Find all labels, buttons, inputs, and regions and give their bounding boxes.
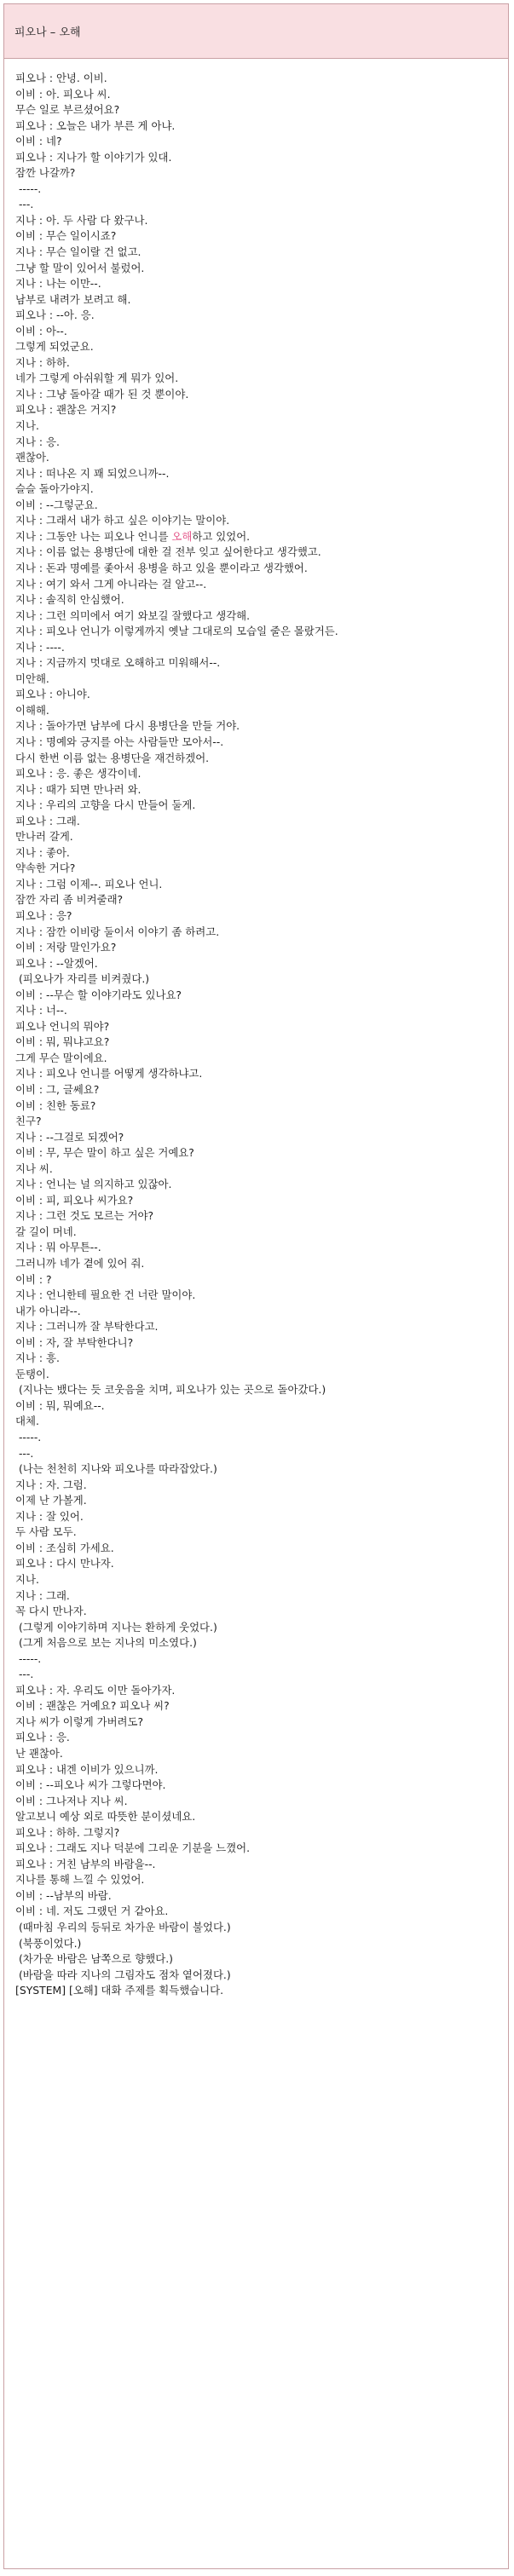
dialogue-line: 이비 : ? — [15, 1272, 52, 1286]
dialogue-line: 다시 한번 이름 없는 용병단을 재건하겠어. — [15, 751, 210, 764]
dialogue-body — [4, 59, 508, 1999]
dialogue-line: 지나 : 이름 없는 용병단에 대한 걸 전부 잊고 싶어한다고 생각했고. — [15, 545, 321, 559]
dialogue-line: ---. — [15, 1446, 34, 1460]
dialogue-line: 피오나 : 아니야. — [15, 688, 90, 701]
dialogue-line: 이비 : --남부의 바람. — [15, 1888, 112, 1902]
dialogue-line: 이비 : 피, 피오나 씨가요? — [15, 1193, 134, 1207]
dialogue-line: (그게 처음으로 보는 지나의 미소였다.) — [15, 1636, 197, 1650]
dialogue-line: 이비 : 무슨 일이시죠? — [15, 229, 117, 243]
dialogue-line: 지나 : 잘 있어. — [15, 1509, 84, 1523]
dialogue-line: 약속한 거다? — [15, 862, 76, 875]
dialogue-line: -----. — [15, 182, 42, 195]
dialogue-line: 지나 : 때가 되면 만나러 와. — [15, 782, 141, 796]
dialogue-line: 이비 : --피오나 씨가 그렇다면야. — [15, 1778, 166, 1792]
dialogue-line: 내가 아니라--. — [15, 1304, 81, 1317]
dialogue-line: (그렇게 이야기하며 지나는 환하게 웃었다.) — [15, 1620, 217, 1634]
dialogue-line: 지나 : 그런 의미에서 여기 와보길 잘했다고 생각해. — [15, 608, 251, 622]
dialogue-line: 무슨 일로 부르셨어요? — [15, 103, 120, 117]
dialogue-line: 그게 무슨 말이에요. — [15, 1051, 107, 1064]
dialogue-line: 갈 길이 머네. — [15, 1225, 77, 1238]
dialogue-line: 피오나 : 내겐 이비가 있으니까. — [15, 1762, 159, 1776]
dialogue-line: 피오나 : 거친 남부의 바람을--. — [15, 1857, 156, 1870]
dialogue-line: 이비 : 친한 동료? — [15, 1098, 96, 1112]
dialogue-line: 피오나 : 자. 우리도 이만 돌아가자. — [15, 1683, 176, 1697]
dialogue-line: 이비 : 뭐, 뭐냐고요? — [15, 1035, 110, 1049]
dialogue-line: ---. — [15, 198, 34, 211]
dialogue-line: 이비 : 무, 무슨 말이 하고 싶은 거예요? — [15, 1146, 194, 1160]
dialogue-line: 지나 : 돈과 명예를 좇아서 용병을 하고 있을 뿐이라고 생각했어. — [15, 561, 308, 574]
dialogue-line: ---. — [15, 1668, 34, 1681]
dialogue-line: 지나 : 피오나 언니를 어떻게 생각하냐고. — [15, 1067, 203, 1081]
dialogue-line: 이해해. — [15, 703, 49, 717]
dialogue-line: 둔탱이. — [15, 1367, 49, 1380]
dialogue-line: 지나 : 그럼 이제--. 피오나 언니. — [15, 877, 163, 890]
dialogue-panel — [3, 3, 509, 2569]
dialogue-line: 지나 : 언니한테 필요한 건 너란 말이야. — [15, 1288, 196, 1302]
dialogue-line: 지나 : 아. 두 사람 다 왔구나. — [15, 213, 148, 227]
dialogue-line: 피오나 : 응. — [15, 1731, 70, 1744]
dialogue-line: 피오나 : 안녕. 이비. — [15, 72, 107, 84]
dialogue-line: 잠깐 자리 좀 비켜줄래? — [15, 893, 124, 907]
dialogue-line: 이비 : 그나저나 지나 씨. — [15, 1794, 128, 1807]
dialogue-line: 친구? — [15, 1115, 42, 1128]
dialogue-line: 지나 : 무슨 일이랄 건 없고. — [15, 245, 141, 259]
dialogue-line: 지나 : 그냥 돌아갈 때가 된 것 뿐이야. — [15, 387, 189, 401]
dialogue-line: 이비 : 그, 글쎄요? — [15, 1083, 100, 1096]
dialogue-line: 지나 : ----. — [15, 640, 65, 654]
dialogue-line: 이비 : 조심히 가세요. — [15, 1541, 114, 1554]
dialogue-line: 잠깐 나갈까? — [15, 166, 76, 180]
dialogue-line: 이비 : --그렇군요. — [15, 498, 98, 511]
dialogue-line: 이비 : 저랑 말인가요? — [15, 941, 117, 954]
dialogue-line: 피오나 언니의 뭐야? — [15, 1019, 110, 1033]
dialogue-line: 피오나 : 응? — [15, 908, 72, 922]
dialogue-line: 지나 : 잠깐 이비랑 둘이서 이야기 좀 하려고. — [15, 925, 220, 938]
dialogue-line: 피오나 : 오늘은 내가 부른 게 아냐. — [15, 118, 176, 132]
dialogue-line: 남부로 내려가 보려고 해. — [15, 292, 131, 306]
dialogue-line: 지나 : 여기 와서 그게 아니라는 걸 알고--. — [15, 577, 207, 591]
dialogue-line: 피오나 : 그래. — [15, 814, 80, 827]
dialogue-line: 지나 : 솔직히 안심했어. — [15, 593, 124, 607]
dialogue-line: 지나 : 하하. — [15, 355, 70, 369]
dialogue-line: 지나 : 뭐 아무튼--. — [15, 1241, 101, 1254]
dialogue-line: 지나 : 그런 것도 모르는 거야? — [15, 1209, 154, 1223]
dialogue-line: 피오나 : 하하. 그렇지? — [15, 1825, 120, 1839]
dialogue-line: 이비 : 네? — [15, 135, 62, 148]
dialogue-line: 이비 : --무슨 할 이야기라도 있나요? — [15, 988, 182, 1001]
dialogue-line: 지나 씨. — [15, 1161, 53, 1175]
dialogue-line: 지나. — [15, 419, 39, 433]
dialogue-line: 지나 : 지금까지 멋대로 오해하고 미워해서--. — [15, 656, 221, 670]
dialogue-line: 지나 : 응. — [15, 435, 60, 448]
dialogue-line: 이비 : 네. 저도 그랬던 거 같아요. — [15, 1905, 169, 1918]
dialogue-title: 피오나 – 오해 — [14, 26, 81, 39]
dialogue-line: [SYSTEM] [오해] 대화 주제를 획득했습니다. — [15, 1984, 224, 1997]
dialogue-line: 그냥 할 말이 있어서 불렀어. — [15, 261, 145, 274]
dialogue-line: 피오나 : --아. 응. — [15, 308, 95, 322]
dialogue-line: (지나는 뱄다는 듯 코웃음을 치며, 피오나가 있는 곳으로 돌아갔다.) — [15, 1383, 326, 1397]
dialogue-line: 대체. — [15, 1415, 39, 1428]
dialogue-line: 지나. — [15, 1572, 39, 1586]
dialogue-line: 두 사람 모두. — [15, 1525, 77, 1539]
dialogue-line: 지나를 통해 느낄 수 있었어. — [15, 1873, 145, 1887]
dialogue-line: 이비 : 아. 피오나 씨. — [15, 87, 111, 101]
dialogue-line: 지나 : 그러니까 잘 부탁한다고. — [15, 1320, 159, 1334]
dialogue-line: (차가운 바람은 남쪽으로 향했다.) — [15, 1952, 173, 1966]
dialogue-line: 피오나 : 응. 좋은 생각이네. — [15, 767, 141, 781]
dialogue-line: 피오나 : 괜찮은 거지? — [15, 403, 117, 417]
dialogue-line: 지나 씨가 이렇게 가버려도? — [15, 1714, 144, 1728]
dialogue-line: 미안해. — [15, 671, 49, 685]
dialogue-line: 지나 : 좋아. — [15, 845, 70, 859]
dialogue-line: 지나 : 돌아가면 남부에 다시 용병단을 만들 거야. — [15, 719, 240, 733]
dialogue-line: 지나 : 자. 그럼. — [15, 1478, 87, 1491]
dialogue-line: 지나 : --그걸로 되겠어? — [15, 1130, 124, 1144]
dialogue-line: 이제 난 가볼게. — [15, 1494, 87, 1507]
dialogue-line: -----. — [15, 1651, 42, 1665]
dialogue-line: 이비 : 자, 잘 부탁한다니? — [15, 1335, 134, 1349]
dialogue-line: 괜찮아. — [15, 451, 49, 464]
dialogue-line: 지나 : 우리의 고향을 다시 만들어 둘게. — [15, 798, 196, 812]
dialogue-line: 피오나 : 지나가 할 이야기가 있대. — [15, 150, 172, 164]
dialogue-line: (바람을 따라 지나의 그림자도 점차 옅어졌다.) — [15, 1968, 231, 1981]
dialogue-line: 이비 : 아--. — [15, 324, 67, 337]
dialogue-line: 지나 : 피오나 언니가 이렇게까지 옛날 그대로의 모습일 줄은 몰랐거든. — [15, 625, 338, 638]
dialogue-line: 만나러 갈게. — [15, 830, 73, 844]
dialogue-line: 지나 : 그래. — [15, 1588, 70, 1602]
dialogue-line: 지나 : 떠나온 지 꽤 되었으니까--. — [15, 466, 170, 480]
dialogue-line: 이비 : 뭐, 뭐예요--. — [15, 1398, 105, 1412]
dialogue-line: 알고보니 예상 외로 따뜻한 분이셨네요. — [15, 1810, 196, 1824]
dialogue-line: 피오나 : 그래도 지나 덕분에 그리운 기분을 느꼈어. — [15, 1841, 251, 1855]
highlighted-keyword: 오해 — [171, 529, 193, 543]
dialogue-line: 그러니까 네가 곁에 있어 줘. — [15, 1257, 145, 1271]
dialogue-line: 지나 : 너--. — [15, 1004, 67, 1017]
dialogue-line: 지나 : 흥. — [15, 1351, 60, 1365]
dialogue-line: 피오나 : 다시 만나자. — [15, 1557, 114, 1570]
dialogue-line: 지나 : 그래서 내가 하고 싶은 이야기는 말이야. — [15, 514, 230, 527]
dialogue-line: (피오나가 자리를 비켜줬다.) — [15, 972, 150, 986]
dialogue-line: 네가 그렇게 아쉬워할 게 뭐가 있어. — [15, 372, 179, 385]
dialogue-line: (북풍이었다.) — [15, 1936, 82, 1950]
dialogue-line: (나는 천천히 지나와 피오나를 따라잡았다.) — [15, 1462, 217, 1476]
dialogue-line: 난 괜찮아. — [15, 1746, 63, 1760]
dialogue-line: 이비 : 괜찮은 거예요? 피오나 씨? — [15, 1699, 170, 1713]
dialogue-line: 지나 : 명예와 긍지를 아는 사람들만 모아서--. — [15, 735, 224, 748]
dialogue-line: 피오나 : --알겠어. — [15, 956, 98, 970]
title-bar — [4, 4, 508, 59]
dialogue-line: -----. — [15, 1431, 42, 1444]
dialogue-line: 지나 : 언니는 널 의지하고 있잖아. — [15, 1178, 172, 1191]
dialogue-line: 그렇게 되었군요. — [15, 340, 94, 354]
dialogue-line: 슬슬 돌아가야지. — [15, 482, 94, 496]
dialogue-line: 지나 : 나는 이만--. — [15, 277, 101, 291]
dialogue-line: 꼭 다시 만나자. — [15, 1605, 87, 1618]
dialogue-line: (때마침 우리의 등뒤로 차가운 바람이 불었다.) — [15, 1920, 231, 1933]
dialogue-line: 지나 : 그동안 나는 피오나 언니를 오해하고 있었어. — [15, 529, 251, 543]
